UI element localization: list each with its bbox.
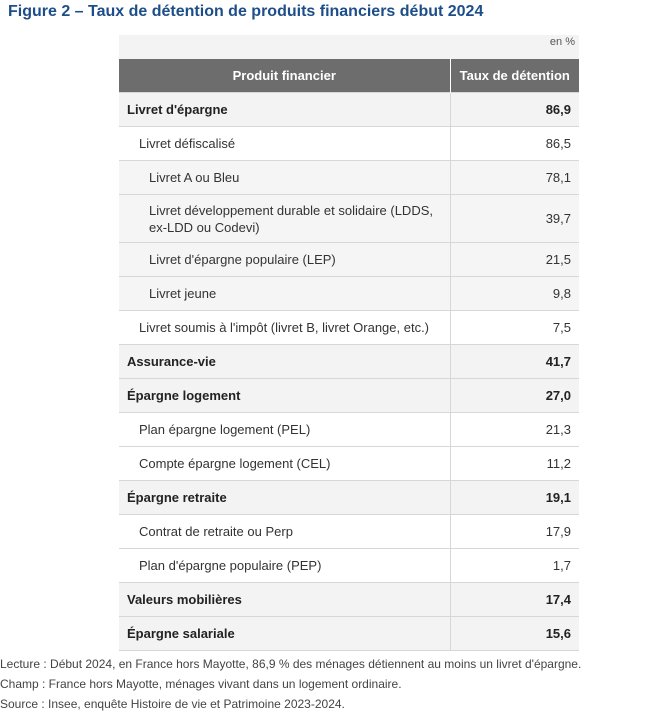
table-row — [119, 413, 579, 447]
note-lecture: Lecture : Début 2024, en France hors Mayotte, 86,9 % des ménages détiennent au moins un livret d'épargne. — [0, 657, 582, 671]
table-row — [119, 243, 579, 277]
column-header-product: Produit financier — [119, 59, 450, 93]
row-value: 7,5 — [450, 311, 579, 345]
row-value: 86,5 — [450, 127, 579, 161]
row-value: 41,7 — [450, 345, 579, 379]
row-label: Assurance-vie — [119, 345, 450, 379]
unit-label: en % — [549, 36, 575, 48]
note-champ: Champ : France hors Mayotte, ménages vivant dans un logement ordinaire. — [0, 677, 402, 691]
row-value: 9,8 — [450, 277, 579, 311]
row-label: Livret défiscalisé — [119, 127, 450, 161]
row-label: Livret d'épargne — [119, 93, 450, 127]
table-row — [119, 345, 579, 379]
figure-title: Figure 2 – Taux de détention de produits financiers début 2024 — [8, 3, 484, 20]
row-value: 15,6 — [450, 617, 579, 651]
table-row — [119, 161, 579, 195]
note-source: Source : Insee, enquête Histoire de vie et Patrimoine 2023-2024. — [0, 697, 345, 711]
table-row — [119, 379, 579, 413]
row-label: Livret jeune — [119, 277, 450, 311]
table-row — [119, 127, 579, 161]
row-value: 21,3 — [450, 413, 579, 447]
row-value: 27,0 — [450, 379, 579, 413]
row-label: Valeurs mobilières — [119, 583, 450, 617]
row-value: 17,4 — [450, 583, 579, 617]
row-label: Épargne salariale — [119, 617, 450, 651]
data-table — [119, 59, 579, 651]
table-row — [119, 515, 579, 549]
row-label: Compte épargne logement (CEL) — [119, 447, 450, 481]
row-label: Plan épargne logement (PEL) — [119, 413, 450, 447]
row-value: 11,2 — [450, 447, 579, 481]
row-value: 86,9 — [450, 93, 579, 127]
table-row — [119, 617, 579, 651]
row-label: Épargne retraite — [119, 481, 450, 515]
table-header-row — [119, 59, 579, 93]
table-row — [119, 481, 579, 515]
row-value: 39,7 — [450, 195, 579, 243]
row-value: 17,9 — [450, 515, 579, 549]
row-label: Livret soumis à l'impôt (livret B, livret Orange, etc.) — [119, 311, 450, 345]
table-row — [119, 93, 579, 127]
row-value: 1,7 — [450, 549, 579, 583]
table-row — [119, 447, 579, 481]
row-label: Livret A ou Bleu — [119, 161, 450, 195]
row-value: 19,1 — [450, 481, 579, 515]
row-value: 78,1 — [450, 161, 579, 195]
row-value: 21,5 — [450, 243, 579, 277]
table-row — [119, 583, 579, 617]
table-row — [119, 277, 579, 311]
row-label: Épargne logement — [119, 379, 450, 413]
table-row — [119, 311, 579, 345]
column-header-rate: Taux de détention — [450, 59, 579, 93]
row-label: Plan d'épargne populaire (PEP) — [119, 549, 450, 583]
row-label: Livret développement durable et solidaire (LDDS, ex-LDD ou Codevi) — [119, 195, 450, 243]
figure-notes — [0, 654, 672, 714]
table-row — [119, 195, 579, 243]
table-panel — [119, 35, 579, 649]
row-label: Contrat de retraite ou Perp — [119, 515, 450, 549]
row-label: Livret d'épargne populaire (LEP) — [119, 243, 450, 277]
table-row — [119, 549, 579, 583]
